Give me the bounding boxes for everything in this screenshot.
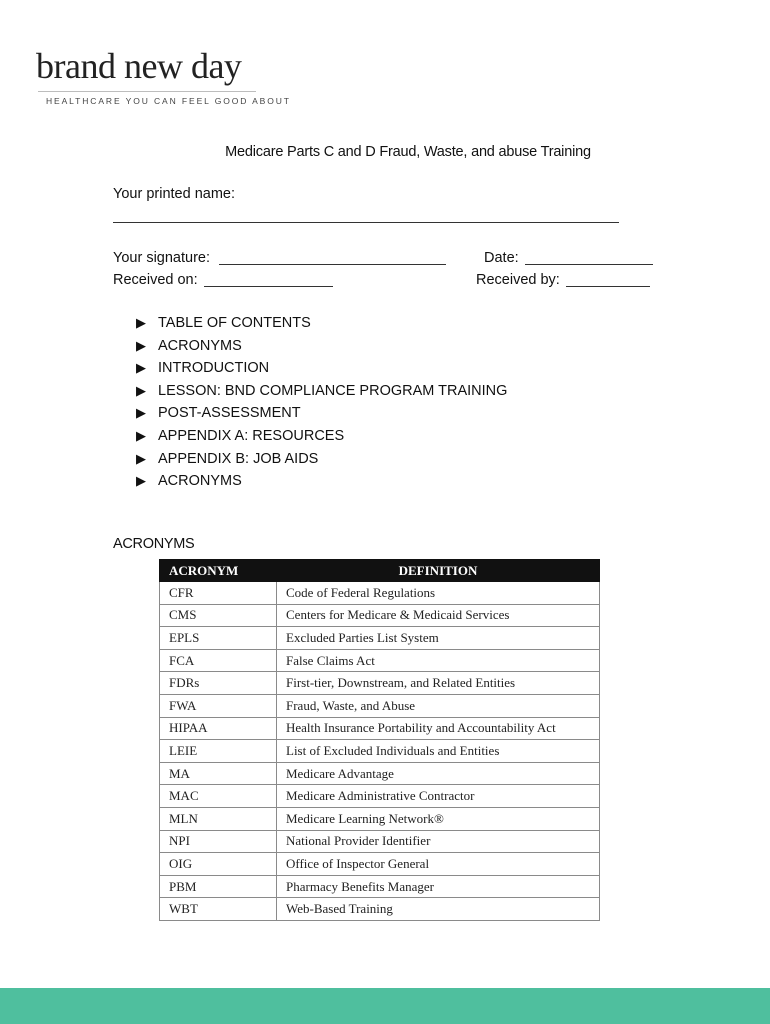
signature-label: Your signature: [113,250,211,266]
toc-item-label: TABLE OF CONTENTS [158,315,311,331]
acronyms-table [159,559,600,921]
acronym-cell: CMS [160,604,277,627]
triangle-right-icon: ▶ [136,382,146,398]
received-by-line[interactable] [566,286,650,287]
toc-item[interactable] [136,425,507,448]
table-row [160,853,600,876]
brand-logo [36,44,291,106]
definition-cell: Web-Based Training [277,898,600,921]
acronym-cell: EPLS [160,627,277,650]
table-row [160,898,600,921]
toc-item[interactable] [136,335,507,358]
column-header-definition: DEFINITION [277,560,600,582]
table-row [160,807,600,830]
printed-name-label: Your printed name: [113,186,235,202]
date-line[interactable] [525,264,653,265]
definition-cell: Medicare Advantage [277,762,600,785]
triangle-right-icon: ▶ [136,337,146,353]
brand-name: brand new day [36,46,242,86]
triangle-right-icon: ▶ [136,427,146,443]
brand-tagline: HEALTHCARE YOU CAN FEEL GOOD ABOUT [46,96,291,106]
definition-cell: Fraud, Waste, and Abuse [277,694,600,717]
received-by-label: Received by: [476,272,560,288]
definition-cell: List of Excluded Individuals and Entities [277,740,600,763]
definition-cell: Centers for Medicare & Medicaid Services [277,604,600,627]
table-header-row [160,560,600,582]
definition-cell: Excluded Parties List System [277,627,600,650]
table-of-contents [136,312,507,493]
table-row [160,694,600,717]
acronym-cell: MA [160,762,277,785]
definition-cell: Health Insurance Portability and Accountability Act [277,717,600,740]
table-row [160,762,600,785]
table-row [160,582,600,605]
acronym-cell: LEIE [160,740,277,763]
acronym-cell: FDRs [160,672,277,695]
triangle-right-icon: ▶ [136,473,146,489]
definition-cell: False Claims Act [277,649,600,672]
table-row [160,875,600,898]
toc-item-label: INTRODUCTION [158,360,270,377]
definition-cell: Medicare Administrative Contractor [277,785,600,808]
toc-item[interactable] [136,470,507,493]
table-row [160,627,600,650]
toc-item-label: APPENDIX A: RESOURCES [158,427,345,444]
triangle-right-icon: ▶ [136,450,146,466]
toc-item[interactable] [136,402,507,425]
received-on-line[interactable] [204,286,333,287]
toc-item-label: POST-ASSESSMENT [158,405,301,422]
received-on-label: Received on: [113,272,198,288]
acronym-cell: OIG [160,853,277,876]
toc-item[interactable] [136,380,507,403]
acronym-cell: PBM [160,875,277,898]
table-row [160,740,600,763]
signature-line[interactable] [219,264,446,265]
toc-item-label: LESSON: BND COMPLIANCE PROGRAM TRAINING [158,382,508,399]
table-row [160,672,600,695]
definition-cell: Office of Inspector General [277,853,600,876]
triangle-right-icon: ▶ [136,360,146,376]
toc-item[interactable] [136,448,507,471]
acronym-cell: MLN [160,807,277,830]
acronym-cell: CFR [160,582,277,605]
acronyms-heading: ACRONYMS [113,536,195,552]
triangle-right-icon: ▶ [136,315,146,330]
footer-band [0,988,770,1024]
acronym-cell: FWA [160,694,277,717]
document-title: Medicare Parts C and D Fraud, Waste, and abuse Training [225,144,591,160]
definition-cell: Medicare Learning Network® [277,807,600,830]
acronym-cell: MAC [160,785,277,808]
table-row [160,830,600,853]
definition-cell: Code of Federal Regulations [277,582,600,605]
acronym-cell: NPI [160,830,277,853]
date-label: Date: [484,250,519,266]
table-row [160,649,600,672]
definition-cell: National Provider Identifier [277,830,600,853]
table-row [160,604,600,627]
printed-name-line[interactable] [113,222,619,223]
triangle-right-icon: ▶ [136,405,146,421]
definition-cell: Pharmacy Benefits Manager [277,875,600,898]
definition-cell: First-tier, Downstream, and Related Entities [277,672,600,695]
toc-item-label: ACRONYMS [158,337,242,354]
acronym-cell: FCA [160,649,277,672]
toc-item-label: APPENDIX B: JOB AIDS [158,450,319,467]
toc-item[interactable] [136,357,507,380]
acronym-cell: WBT [160,898,277,921]
table-row [160,717,600,740]
logo-divider [38,91,256,92]
table-row [160,785,600,808]
column-header-acronym: ACRONYM [160,560,277,582]
toc-item-label: ACRONYMS [158,473,242,490]
acronym-cell: HIPAA [160,717,277,740]
toc-item[interactable] [136,312,507,335]
